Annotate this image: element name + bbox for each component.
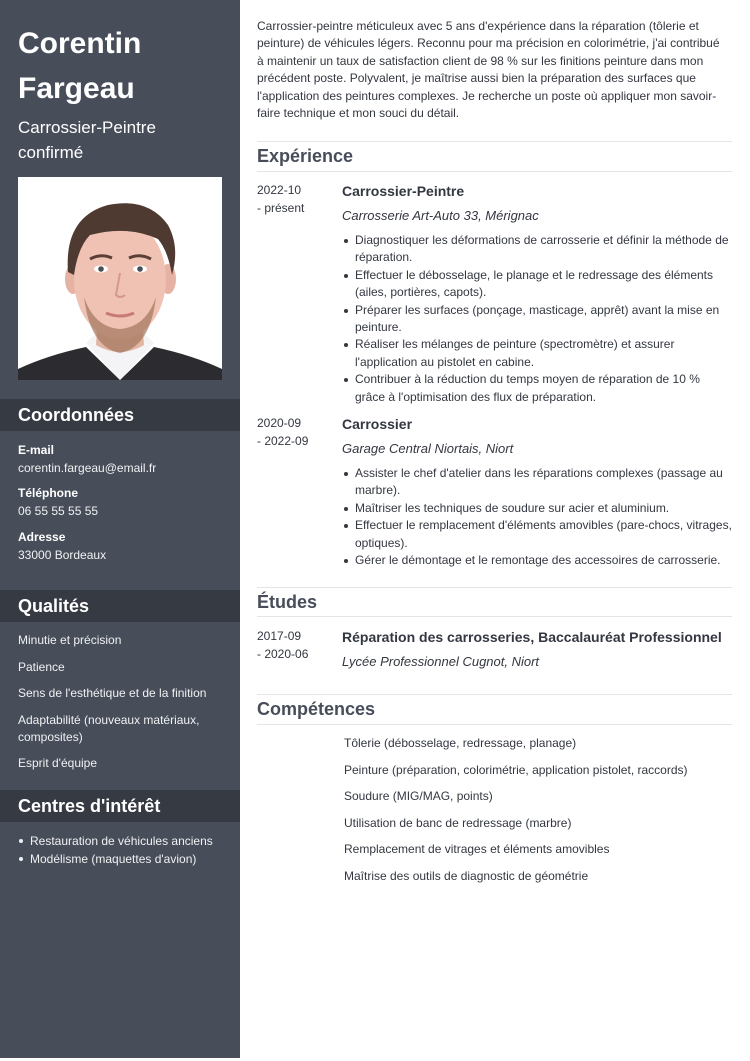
interest-item: Modélisme (maquettes d'avion) bbox=[18, 850, 233, 868]
phone-label: Téléphone bbox=[18, 486, 79, 500]
sidebar bbox=[0, 0, 240, 1058]
task-list bbox=[342, 232, 732, 406]
address-label: Adresse bbox=[18, 530, 66, 544]
entry-body bbox=[342, 414, 732, 569]
quality-item: Minutie et précision bbox=[18, 633, 122, 647]
skills-list bbox=[344, 734, 732, 893]
contact-email bbox=[18, 441, 228, 477]
quality-item: Sens de l'esthétique et de la finition bbox=[18, 686, 207, 700]
task-item: Assister le chef d'atelier dans les réparations complexes (passage au marbre). bbox=[342, 465, 732, 500]
task-list bbox=[342, 465, 732, 569]
task-item: Gérer le démontage et le remontage des accessoires de carrosserie. bbox=[342, 552, 732, 569]
employer: Carrosserie Art-Auto 33, Mérignac bbox=[342, 208, 539, 223]
date-start: 2020-09 bbox=[257, 416, 302, 430]
portrait-image bbox=[18, 177, 222, 380]
section-divider bbox=[257, 587, 732, 588]
employer: Garage Central Niortais, Niort bbox=[342, 441, 514, 456]
skill-item: Utilisation de banc de redressage (marbre) bbox=[344, 815, 572, 830]
quality-item: Esprit d'équipe bbox=[18, 756, 98, 770]
skill-item: Maîtrise des outils de diagnostic de géométrie bbox=[344, 868, 589, 883]
interests-list bbox=[18, 832, 233, 868]
profile-photo bbox=[18, 177, 222, 380]
job-position: Carrossier-Peintre bbox=[342, 183, 465, 199]
skills-heading: Compétences bbox=[257, 699, 376, 719]
task-item: Diagnostiquer les déformations de carrosserie et définir la méthode de réparation. bbox=[342, 232, 732, 267]
task-item: Contribuer à la réduction du temps moyen de réparation de 10 % grâce à l'optimisation des flux de préparation. bbox=[342, 371, 732, 406]
interest-item: Restauration de véhicules anciens bbox=[18, 832, 233, 850]
email-value[interactable]: corentin.fargeau@email.fr bbox=[18, 461, 157, 475]
section-divider bbox=[257, 616, 732, 617]
interests-heading: Centres d'intérêt bbox=[0, 790, 240, 822]
date-end: - 2020-06 bbox=[257, 647, 309, 661]
task-item: Réaliser les mélanges de peinture (spectromètre) et assurer l'application au pistolet en cabine. bbox=[342, 336, 732, 371]
entry-date bbox=[257, 414, 337, 450]
profile-summary: Carrossier-peintre méticuleux avec 5 ans d'expérience dans la réparation (tôlerie et peinture) de véhicules légers. Reconnu pour ma précision en colorimétrie, j'ai contribué à maintenir un taux de satisfaction client de 98 % sur les finitions peinture dans mon précédent poste. Polyvalent, je maîtrise aussi bien la préparation des surfaces que l'application des peintures complexes. Je recherche un poste où appliquer mon savoir-faire technique et mon souci du détail. bbox=[257, 19, 720, 121]
quality-item: Adaptabilité (nouveaux matériaux, composites) bbox=[18, 713, 200, 744]
education-heading: Études bbox=[257, 592, 318, 612]
contact-phone bbox=[18, 484, 228, 520]
contact-address bbox=[18, 528, 228, 564]
quality-item: Patience bbox=[18, 660, 65, 674]
candidate-name bbox=[0, 0, 240, 111]
phone-value[interactable]: 06 55 55 55 55 bbox=[18, 504, 99, 518]
entry-date bbox=[257, 627, 337, 663]
task-item: Effectuer le débosselage, le planage et le redressage des éléments (ailes, portières, capots). bbox=[342, 267, 732, 302]
section-divider bbox=[257, 724, 732, 725]
skill-item: Tôlerie (débosselage, redressage, planage) bbox=[344, 736, 577, 750]
skill-item: Remplacement de vitrages et éléments amovibles bbox=[344, 842, 610, 856]
email-label: E-mail bbox=[18, 443, 55, 457]
school: Lycée Professionnel Cugnot, Niort bbox=[342, 654, 540, 669]
name-last: Fargeau bbox=[18, 72, 135, 105]
entry-body bbox=[342, 181, 732, 406]
qualities-heading: Qualités bbox=[0, 590, 240, 622]
date-end: - 2022-09 bbox=[257, 434, 309, 448]
degree-title: Réparation des carrosseries, Baccalauréat Professionnel bbox=[342, 629, 722, 645]
task-item: Préparer les surfaces (ponçage, masticage, apprêt) avant la mise en peinture. bbox=[342, 302, 732, 337]
date-start: 2017-09 bbox=[257, 629, 302, 643]
entry-body bbox=[342, 627, 732, 672]
address-value: 33000 Bordeaux bbox=[18, 548, 107, 562]
date-end: - présent bbox=[257, 201, 305, 215]
section-divider bbox=[257, 171, 732, 172]
task-item: Effectuer le remplacement d'éléments amovibles (pare-chocs, vitrages, optiques). bbox=[342, 517, 732, 552]
entry-date bbox=[257, 181, 337, 217]
skill-item: Peinture (préparation, colorimétrie, application pistolet, raccords) bbox=[344, 762, 688, 777]
task-item: Maîtriser les techniques de soudure sur acier et aluminium. bbox=[342, 500, 732, 517]
date-start: 2022-10 bbox=[257, 183, 302, 197]
experience-heading: Expérience bbox=[257, 146, 354, 166]
job-position: Carrossier bbox=[342, 416, 413, 432]
job-title: Carrossier-Peintre confirmé bbox=[18, 118, 156, 162]
name-first: Corentin bbox=[18, 27, 142, 60]
skill-item: Soudure (MIG/MAG, points) bbox=[344, 789, 493, 803]
contact-heading: Coordonnées bbox=[0, 399, 240, 431]
